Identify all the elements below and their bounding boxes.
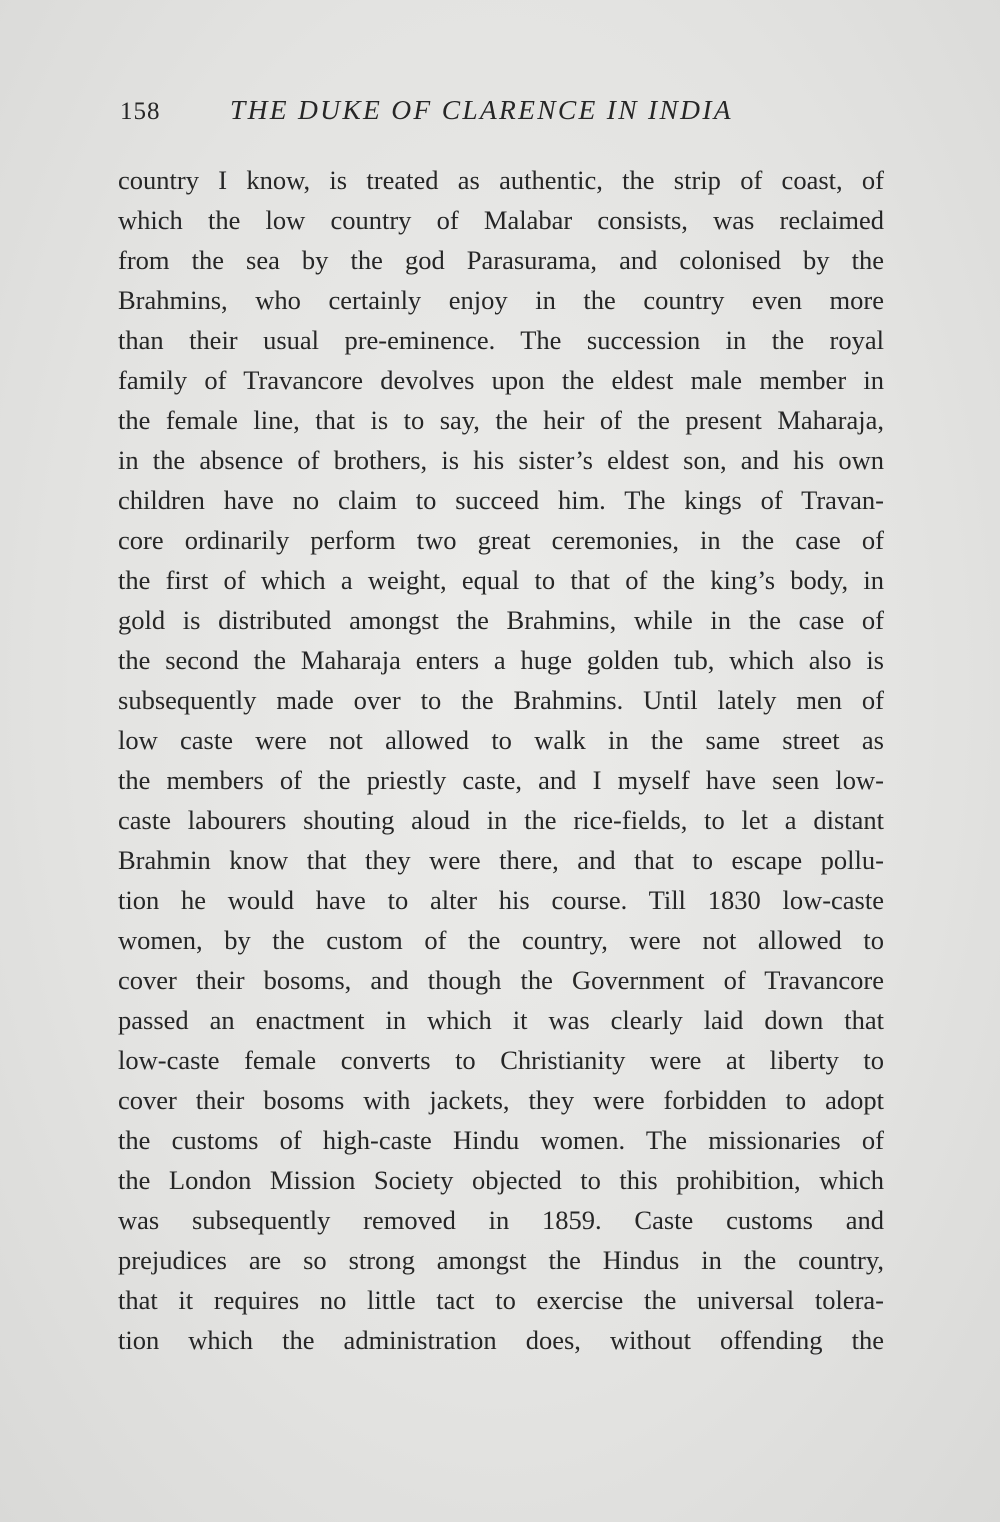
- text-line: the first of which a weight, equal to that of the king’s body, in: [118, 565, 884, 595]
- text-line: Brahmins, who certainly enjoy in the country even more: [118, 285, 884, 315]
- text-line: tion he would have to alter his course. Till 1830 low-caste: [118, 885, 884, 915]
- text-line: cover their bosoms, and though the Government of Travancore: [118, 965, 884, 995]
- text-line: low caste were not allowed to walk in the same street as: [118, 725, 884, 755]
- text-line: passed an enactment in which it was clearly laid down that: [118, 1005, 884, 1035]
- text-line: women, by the custom of the country, were not allowed to: [118, 925, 884, 955]
- text-line: the female line, that is to say, the heir of the present Maharaja,: [118, 405, 884, 435]
- text-line: the London Mission Society objected to this prohibition, which: [118, 1165, 884, 1195]
- text-line: which the low country of Malabar consists, was reclaimed: [118, 205, 884, 235]
- text-line: tion which the administration does, without offending the: [118, 1325, 884, 1355]
- text-line: in the absence of brothers, is his sister’s eldest son, and his own: [118, 445, 884, 475]
- text-line: was subsequently removed in 1859. Caste customs and: [118, 1205, 884, 1235]
- text-line: country I know, is treated as authentic, the strip of coast, of: [118, 165, 884, 195]
- text-line: low-caste female converts to Christianity were at liberty to: [118, 1045, 884, 1075]
- text-line: subsequently made over to the Brahmins. Until lately men of: [118, 685, 884, 715]
- text-line: the members of the priestly caste, and I myself have seen low-: [118, 765, 884, 795]
- text-line: core ordinarily perform two great ceremonies, in the case of: [118, 525, 884, 555]
- text-line: Brahmin know that they were there, and that to escape pollu-: [118, 845, 884, 875]
- text-line: gold is distributed amongst the Brahmins, while in the case of: [118, 605, 884, 635]
- text-line: the second the Maharaja enters a huge golden tub, which also is: [118, 645, 884, 675]
- text-line: children have no claim to succeed him. The kings of Travan-: [118, 485, 884, 515]
- body-text: [118, 160, 884, 1360]
- text-line: the customs of high-caste Hindu women. The missionaries of: [118, 1125, 884, 1155]
- text-line: caste labourers shouting aloud in the rice-fields, to let a distant: [118, 805, 884, 835]
- running-head: THE DUKE OF CLARENCE IN INDIA: [230, 94, 733, 125]
- text-line: that it requires no little tact to exercise the universal tolera-: [118, 1285, 884, 1315]
- page-number: 158: [120, 98, 161, 125]
- text-line: family of Travancore devolves upon the eldest male member in: [118, 365, 884, 395]
- text-line: than their usual pre-eminence. The succession in the royal: [118, 325, 884, 355]
- text-line: cover their bosoms with jackets, they were forbidden to adopt: [118, 1085, 884, 1115]
- text-line: from the sea by the god Parasurama, and colonised by the: [118, 245, 884, 275]
- text-line: prejudices are so strong amongst the Hindus in the country,: [118, 1245, 884, 1275]
